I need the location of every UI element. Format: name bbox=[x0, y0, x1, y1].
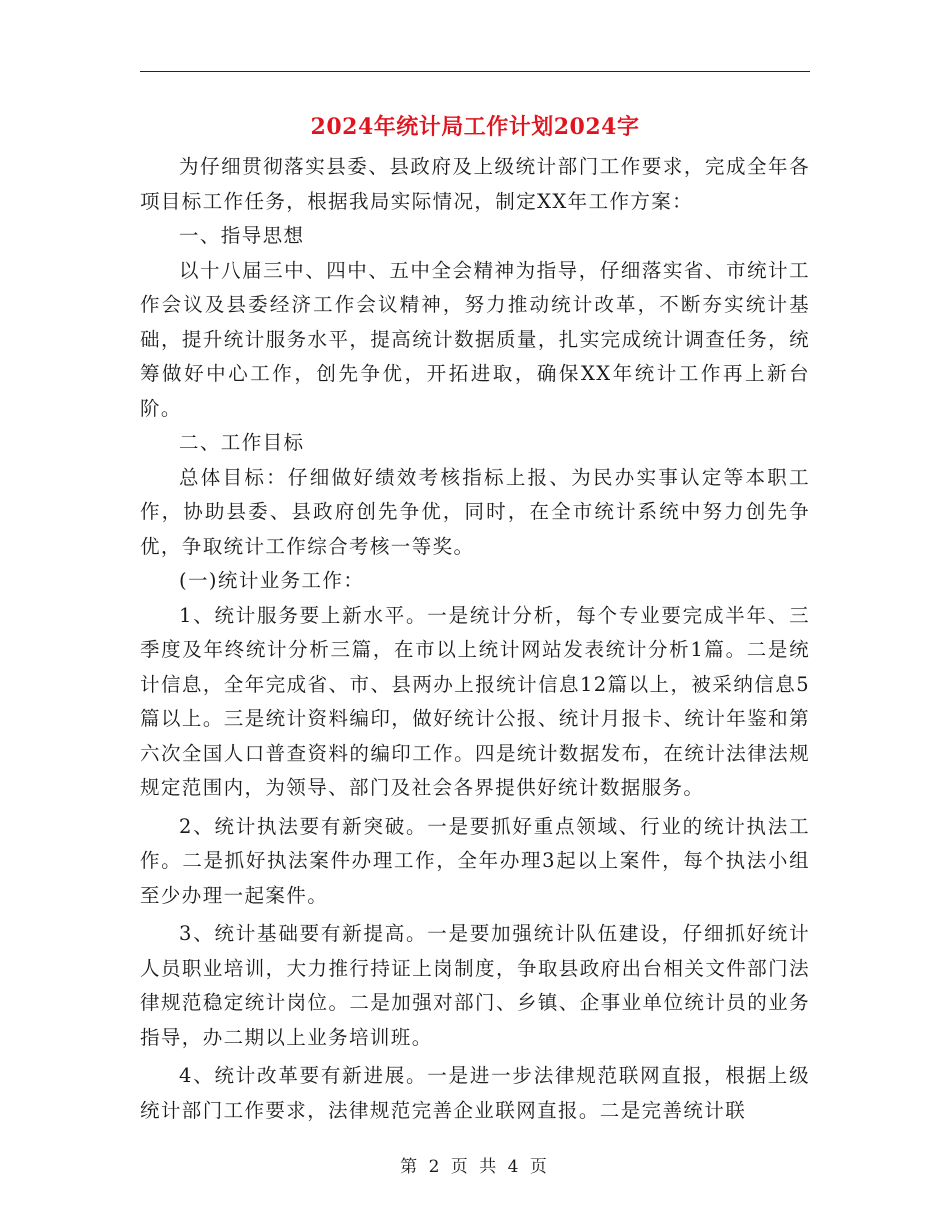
paragraph-guiding-thought: 以十八届三中、四中、五中全会精神为指导，仔细落实省、市统计工作会议及县委经济工作会议精神，努力推动统计改革，不断夯实统计基础，提升统计服务水平，提高统计数据质量，扎实完成统计调查任务，统筹做好中心工作，创先争优，开拓进取，确保XX年统计工作再上新台阶。 bbox=[140, 258, 810, 420]
document-title: 2024年统计局工作计划2024字 bbox=[310, 114, 640, 140]
page-number-footer: 第 2 页 共 4 页 bbox=[400, 1157, 550, 1177]
paragraph-item-4: 4、统计改革要有新进展。一是进一步法律规范联网直报，根据上级统计部门工作要求，法律规范完善企业联网直报。二是完善统计联 bbox=[140, 1064, 810, 1122]
document-body bbox=[140, 150, 810, 1128]
subheading-statistics-work: (一)统计业务工作： bbox=[179, 569, 365, 592]
header-rule bbox=[140, 71, 810, 72]
paragraph-item-2: 2、统计执法要有新突破。一是要抓好重点领域、行业的统计执法工作。二是抓好执法案件办理工作，全年办理3起以上案件，每个执法小组至少办理一起案件。 bbox=[140, 814, 810, 907]
paragraph-item-3: 3、统计基础要有新提高。一是要加强统计队伍建设，仔细抓好统计人员职业培训，大力推行持证上岗制度，争取县政府出台相关文件部门法律规范稳定统计岗位。二是加强对部门、乡镇、企事业单位统计员的业务指导，办二期以上业务培训班。 bbox=[140, 922, 810, 1049]
paragraph-overall-goal: 总体目标：仔细做好绩效考核指标上报、为民办实事认定等本职工作，协助县委、县政府创先争优，同时，在全市统计系统中努力创先争优，争取统计工作综合考核一等奖。 bbox=[140, 465, 810, 558]
heading-work-goals: 二、工作目标 bbox=[179, 431, 305, 454]
paragraph-item-1: 1、统计服务要上新水平。一是统计分析，每个专业要完成半年、三季度及年终统计分析三篇，在市以上统计网站发表统计分析1篇。二是统计信息，全年完成省、市、县两办上报统计信息12篇以上，被采纳信息5篇以上。三是统计资料编印，做好统计公报、统计月报卡、统计年鉴和第六次全国人口普查资料的编印工作。四是统计数据发布，在统计法律法规规定范围内，为领导、部门及社会各界提供好统计数据服务。 bbox=[140, 603, 810, 799]
paragraph-intro: 为仔细贯彻落实县委、县政府及上级统计部门工作要求，完成全年各项目标工作任务，根据我局实际情况，制定XX年工作方案： bbox=[140, 155, 810, 213]
heading-guiding-thought: 一、指导思想 bbox=[179, 224, 305, 247]
